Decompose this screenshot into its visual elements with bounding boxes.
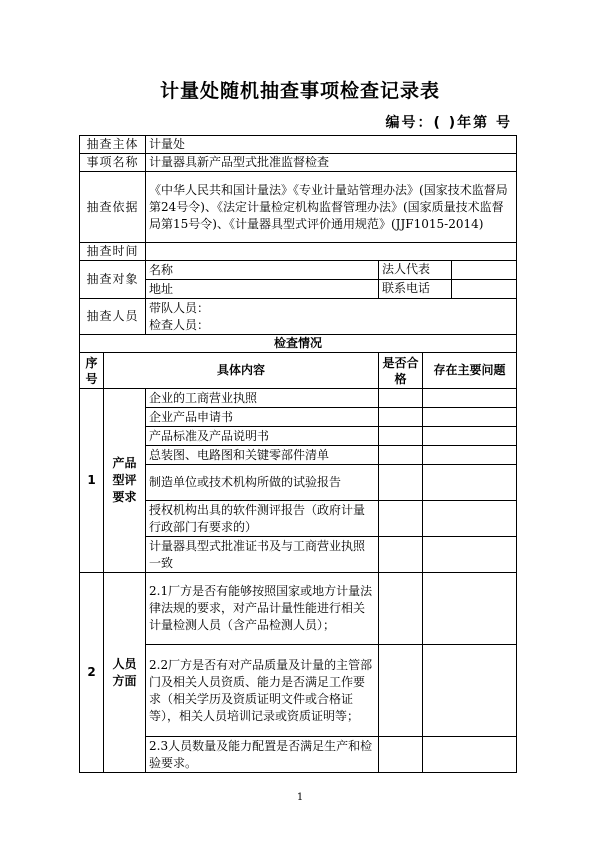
target-name-label: 名称	[146, 261, 379, 280]
item-name-label: 事项名称	[80, 154, 146, 172]
basis-value: 《中华人民共和国计量法》《专业计量站管理办法》(国家技术监督局第24号令)、《法定计量检定机构监督管理办法》(国家质量技术监督局第15号令)、《计量器具型式评价通用规范》(JJF1015-2014)	[146, 172, 517, 243]
document-title: 计量处随机抽查事项检查记录表	[159, 80, 440, 102]
target-address-label: 地址	[146, 280, 379, 299]
issue-cell	[423, 573, 517, 645]
issue-cell	[423, 501, 517, 537]
issue-cell	[423, 645, 517, 737]
check-item: 产品标准及产品说明书	[146, 427, 379, 446]
group-1-category: 产品型评要求	[104, 389, 146, 573]
group-2-category: 人员方面	[104, 573, 146, 773]
issue-cell	[423, 737, 517, 773]
issue-cell	[423, 537, 517, 573]
page-number: 1	[296, 792, 304, 803]
staff-label: 抽查人员	[80, 299, 146, 335]
header-compliant: 是否合格	[379, 353, 423, 389]
check-item: 2.3人员数量及能力配置是否满足生产和检验要求。	[146, 737, 379, 773]
subject-value: 计量处	[146, 136, 517, 154]
check-item: 制造单位或技术机构所做的试验报告	[146, 465, 379, 501]
inspector-label: 检查人员：	[149, 317, 210, 332]
issue-cell	[423, 465, 517, 501]
compliant-cell	[379, 427, 423, 446]
phone-value	[451, 280, 516, 298]
compliant-cell	[379, 389, 423, 408]
compliant-cell	[379, 501, 423, 537]
serial-number: 编号：( )年第 号	[385, 115, 512, 131]
compliant-cell	[379, 408, 423, 427]
phone-label: 联系电话	[382, 281, 431, 295]
check-item: 2.1厂方是否有能够按照国家或地方计量法律法规的要求，对产品计量性能进行相关计量检测人员（含产品检测人员）；	[146, 573, 379, 645]
compliant-cell	[379, 573, 423, 645]
item-name-value: 计量器具新产品型式批准监督检查	[146, 154, 517, 172]
group-1-seq: 1	[80, 389, 104, 573]
check-item: 企业的工商营业执照	[146, 389, 379, 408]
compliant-cell	[379, 645, 423, 737]
time-value	[146, 243, 517, 261]
issue-cell	[423, 389, 517, 408]
legal-rep-value	[451, 261, 516, 279]
issue-cell	[423, 427, 517, 446]
header-content: 具体内容	[104, 353, 379, 389]
group-2-seq: 2	[80, 573, 104, 773]
check-item: 计量器具型式批准证书及与工商营业执照一致	[146, 537, 379, 573]
header-seq: 序号	[80, 353, 104, 389]
section-title: 检查情况	[80, 335, 517, 353]
time-label: 抽查时间	[80, 243, 146, 261]
compliant-cell	[379, 737, 423, 773]
subject-label: 抽查主体	[80, 136, 146, 154]
legal-rep-label: 法人代表	[382, 262, 431, 276]
inspection-record-table	[79, 135, 517, 773]
issue-cell	[423, 446, 517, 465]
check-item: 总装图、电路图和关键零部件清单	[146, 446, 379, 465]
compliant-cell	[379, 446, 423, 465]
compliant-cell	[379, 465, 423, 501]
check-item: 企业产品申请书	[146, 408, 379, 427]
target-label: 抽查对象	[80, 261, 146, 299]
issue-cell	[423, 408, 517, 427]
basis-label: 抽查依据	[80, 172, 146, 243]
leader-label: 带队人员：	[149, 300, 210, 315]
check-item: 2.2厂方是否有对产品质量及计量的主管部门及相关人员资质、能力是否满足工作要求（相关学历及资质证明文件或合格证等），相关人员培训记录或资质证明等；	[146, 645, 379, 737]
header-issues: 存在主要问题	[423, 353, 517, 389]
compliant-cell	[379, 537, 423, 573]
check-item: 授权机构出具的软件测评报告（政府计量行政部门有要求的）	[146, 501, 379, 537]
